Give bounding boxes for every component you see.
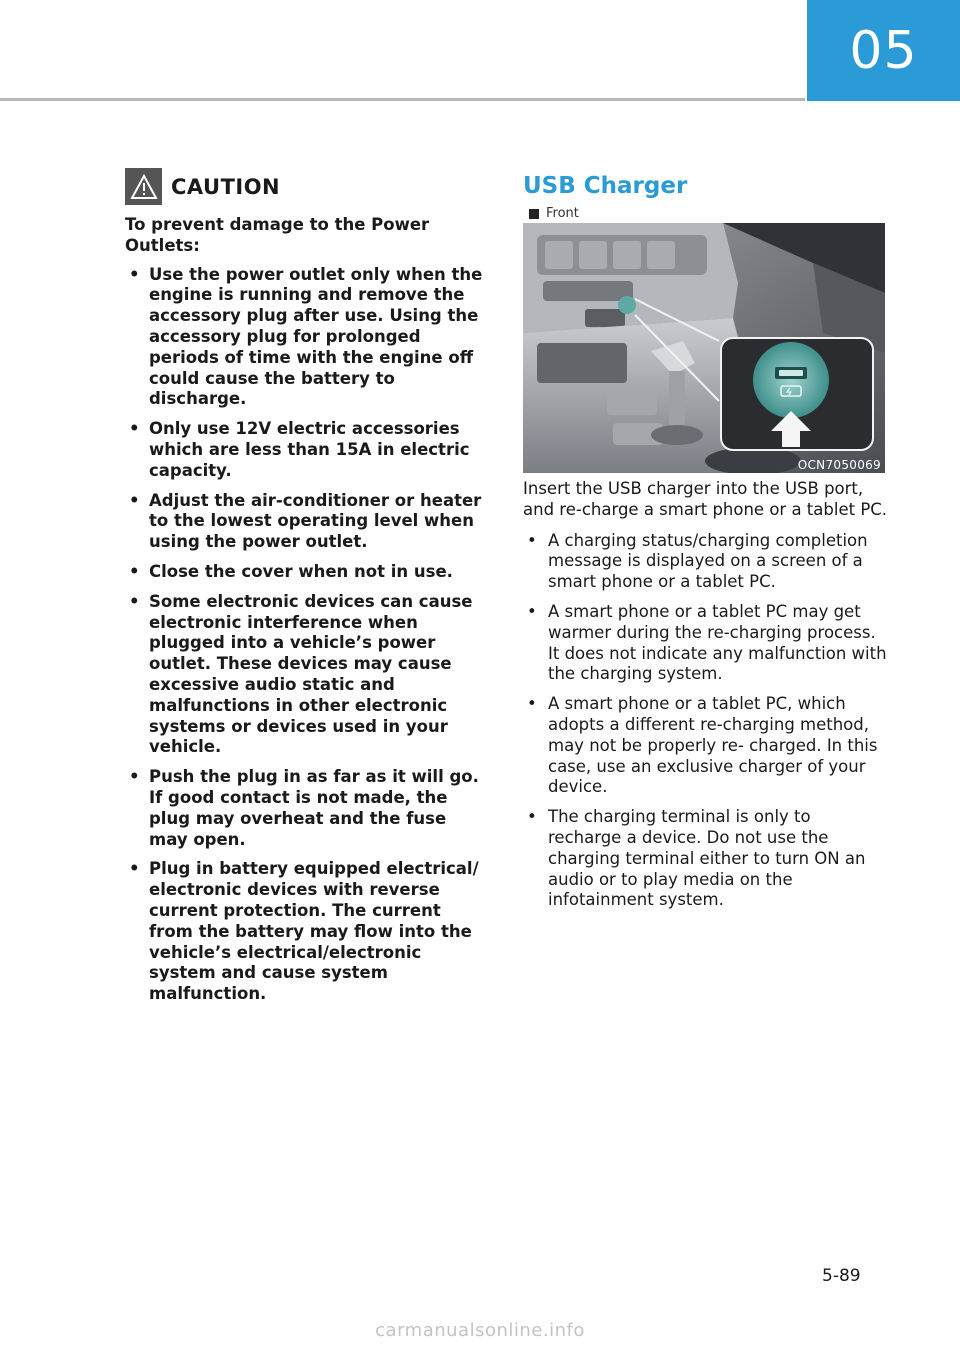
figure-code: OCN7050069 [797,458,881,472]
caution-box [125,168,490,1014]
usb-item: • A smart phone or a tablet PC, which adopts a different re-charging method, may not be properly re- charged. In this case, use an exclusive charger of your device. [523,694,888,798]
caution-item: • Use the power outlet only when the engine is running and remove the accessory plug after use. Using the accessory plug for prolonged periods of time with the engine off could cause the battery to discharge. [125,265,490,411]
caution-item: • Only use 12V electric accessories which are less than 15A in electric capacity. [125,419,490,481]
watermark: carmanualsonline.info [375,1320,585,1341]
caution-item: • Close the cover when not in use. [125,562,490,583]
usb-port-icon [753,342,829,418]
usb-item: • A charging status/charging completion message is displayed on a screen of a smart phone or a tablet PC. [523,531,888,593]
usb-item: • A smart phone or a tablet PC may get warmer during the re-charging process. It does not indicate any malfunction with the charging system. [523,602,888,685]
caution-item: • Adjust the air-conditioner or heater to the lowest operating level when using the power outlet. [125,491,490,553]
section-title: USB Charger [523,173,688,199]
caution-title: CAUTION [171,174,281,199]
square-bullet-icon [529,209,539,219]
caution-item: • Plug in battery equipped electrical/ electronic devices with reverse current protection. The current from the battery may flow into the vehicle’s electrical/electronic system and cause system malfunction. [125,859,490,1005]
figure-label [529,206,888,221]
usb-intro: Insert the USB charger into the USB port, and re-charge a smart phone or a tablet PC. [523,479,888,519]
figure-label-text: Front [546,206,579,221]
caution-intro: To prevent damage to the Power Outlets: [125,215,430,255]
console-illustration [523,223,885,473]
chapter-tab [807,0,960,101]
caution-header [125,168,490,205]
usb-list [523,531,888,912]
usb-console-figure [523,223,885,473]
caution-item: • Push the plug in as far as it will go. If good contact is not made, the plug may overheat and the fuse may open. [125,767,490,850]
header-rule [0,98,805,101]
caution-item: • Some electronic devices can cause electronic interference when plugged into a vehicle’s power outlet. These devices may cause excessive audio static and malfunctions in other electronic systems or devices used in your vehicle. [125,592,490,758]
caution-list [125,265,490,1005]
usb-item: • The charging terminal is only to recharge a device. Do not use the charging terminal either to turn ON an audio or to play media on the infotainment system. [523,807,888,911]
page-number: 5-89 [822,1266,861,1286]
chapter-number: 05 [849,20,918,81]
warning-triangle-icon [125,168,162,205]
usb-section [523,170,888,920]
